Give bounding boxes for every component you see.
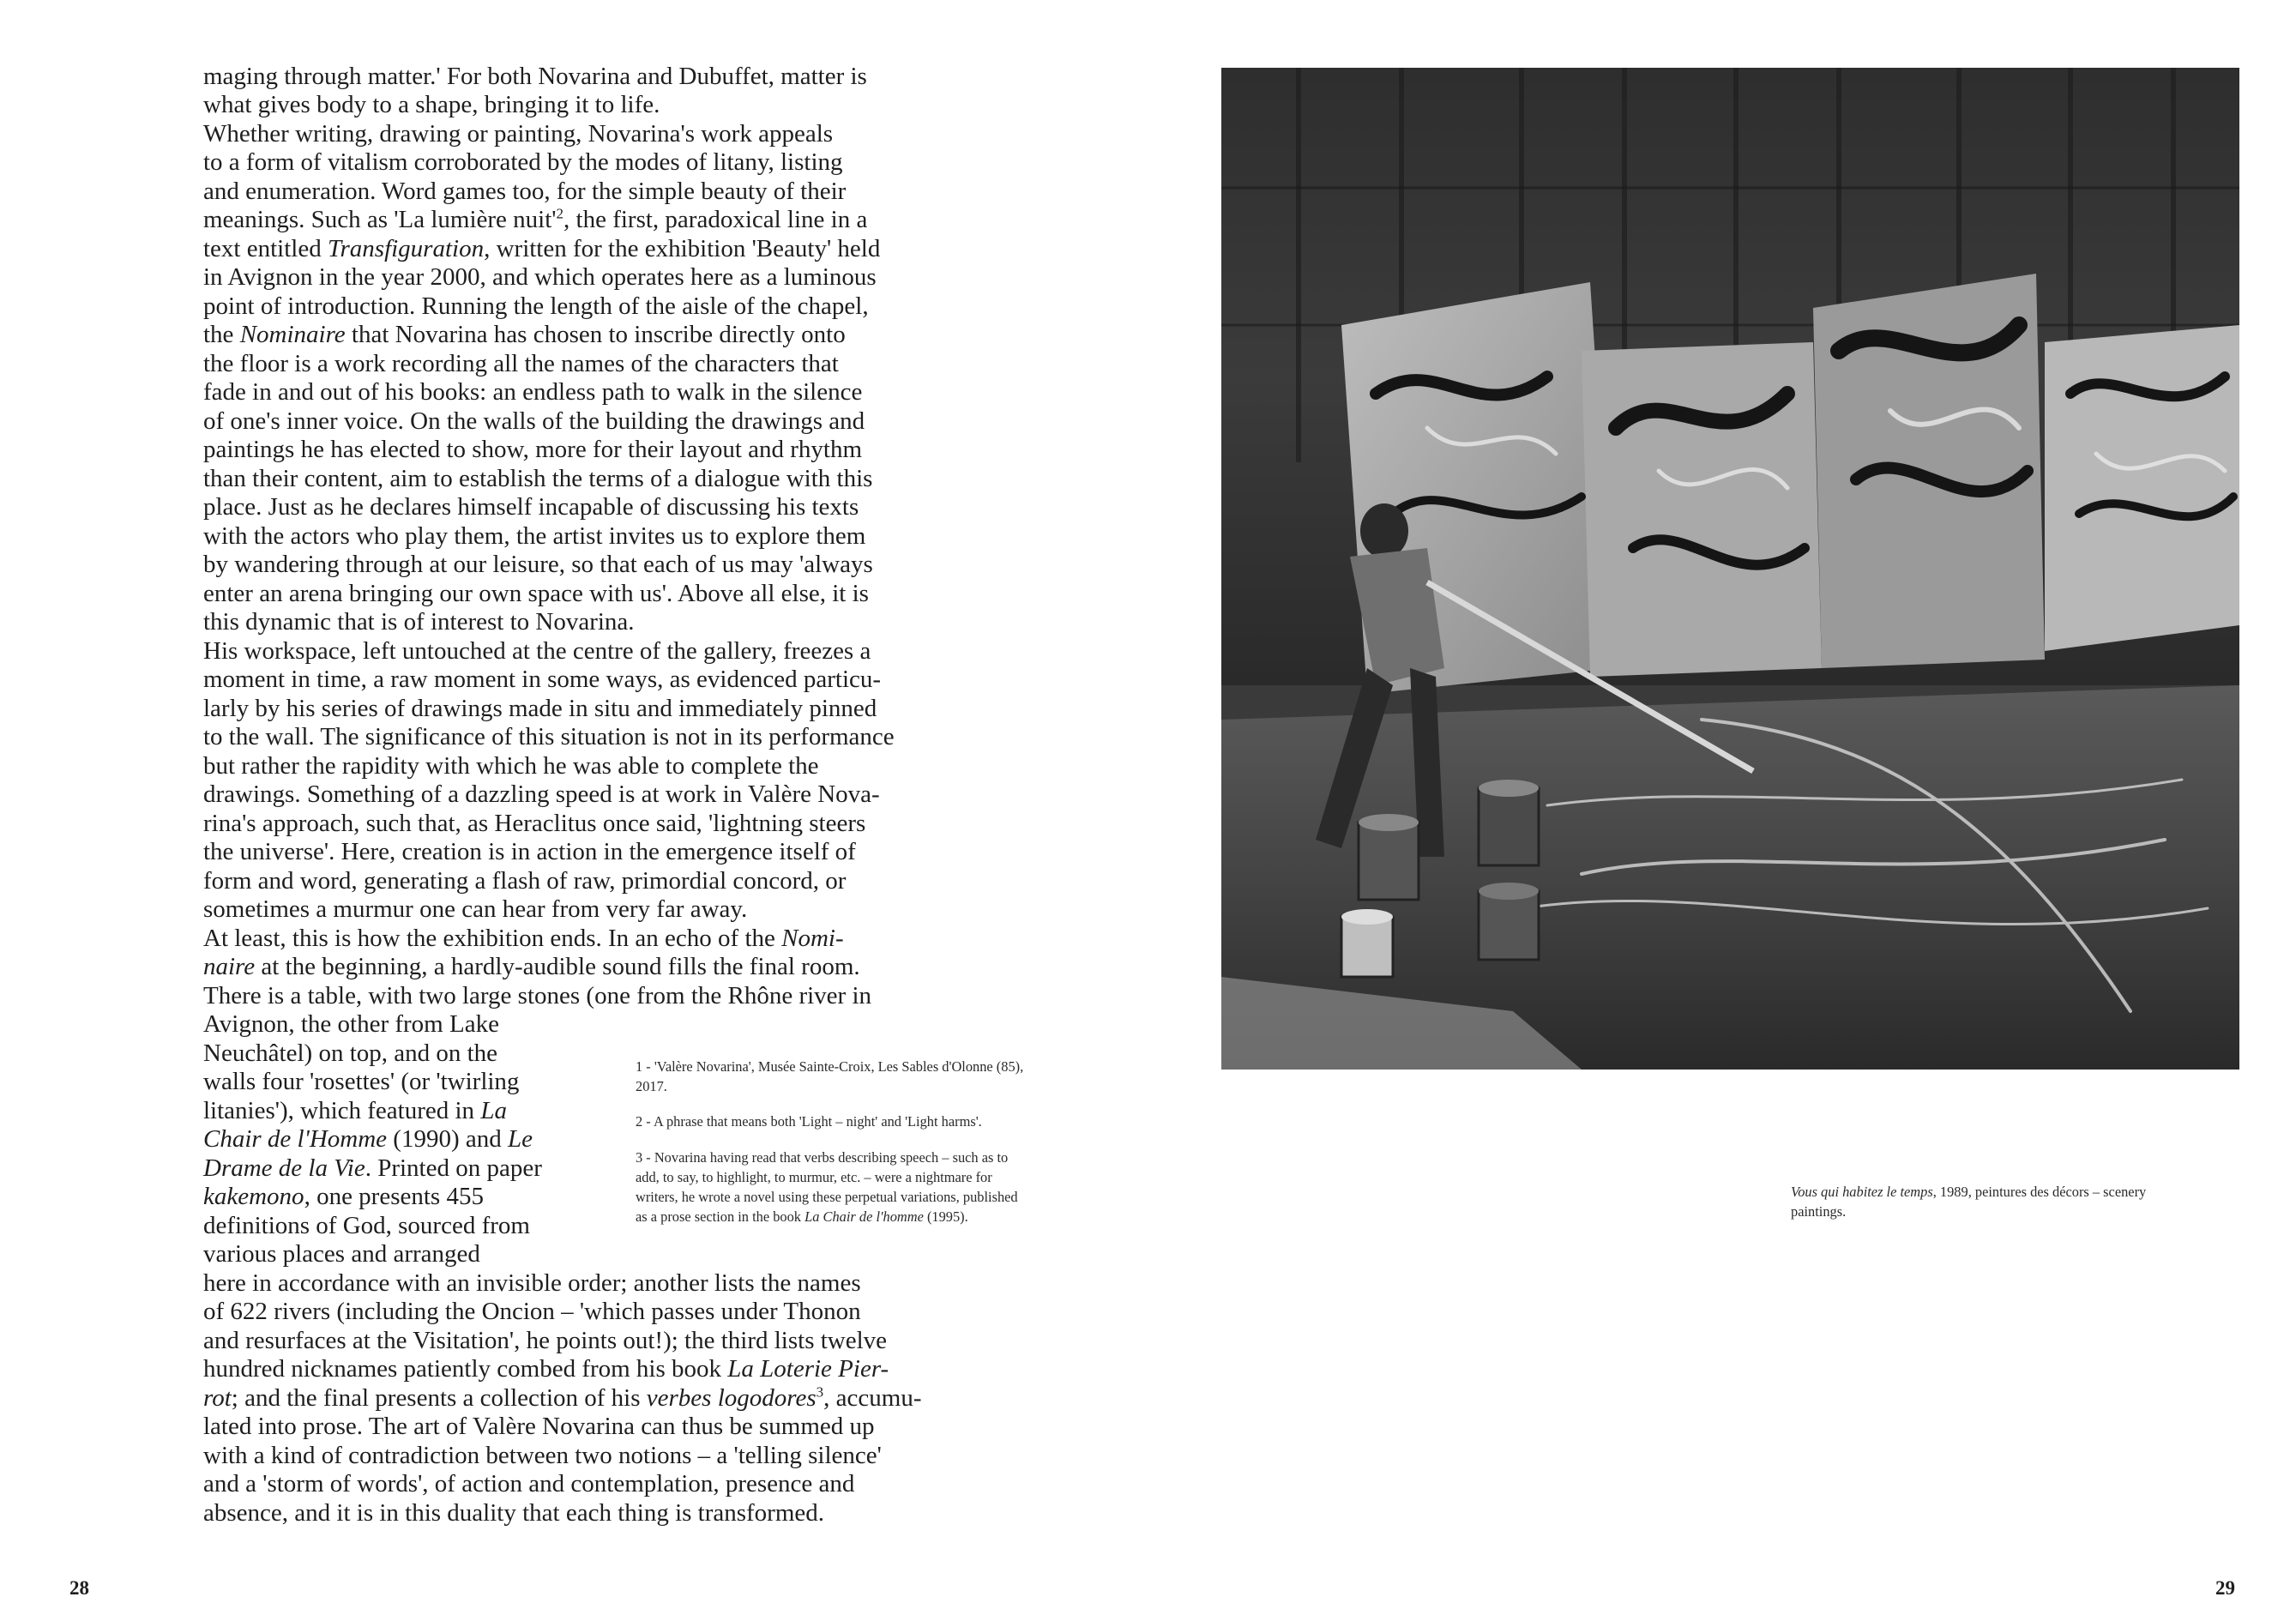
- body-line: point of introduction. Running the length of the aisle of the chapel,: [203, 292, 869, 320]
- body-line: rot; and the final presents a collection of his verbes logodores$^3$, accumu-: [203, 1383, 922, 1412]
- body-line: to the wall. The significance of this situation is not in its performance: [203, 723, 895, 750]
- body-line: the floor is a work recording all the names of the characters that: [203, 350, 839, 377]
- body-line: enter an arena bringing our own space with us'. Above all else, it is: [203, 580, 869, 607]
- studio-photograph: [1221, 68, 2239, 1070]
- photo-artwork: [1221, 68, 2239, 1070]
- body-line: place. Just as he declares himself incapable of discussing his texts: [203, 493, 859, 521]
- body-line: maging through matter.' For both Novarina and Dubuffet, matter is: [203, 63, 867, 90]
- body-line: by wandering through at our leisure, so that each of us may 'always: [203, 551, 873, 578]
- body-line: with a kind of contradiction between two notions – a 'telling silence': [203, 1442, 882, 1469]
- body-line: hundred nicknames patiently combed from his book La Loterie Pier-: [203, 1355, 889, 1383]
- footnote-line: as a prose section in the book La Chair de l'homme (1995).: [636, 1208, 968, 1225]
- body-line: Whether writing, drawing or painting, Novarina's work appeals: [203, 120, 834, 148]
- body-line: and a 'storm of words', of action and contemplation, presence and: [203, 1470, 855, 1497]
- page-number-left: 28: [69, 1577, 89, 1599]
- body-line: and enumeration. Word games too, for the simple beauty of their: [203, 178, 847, 205]
- body-line: lated into prose. The art of Valère Novarina can thus be summed up: [203, 1413, 875, 1440]
- body-line: this dynamic that is of interest to Novarina.: [203, 608, 635, 636]
- body-line: to a form of vitalism corroborated by the modes of litany, listing: [203, 148, 843, 176]
- body-line: litanies'), which featured in La: [203, 1097, 507, 1124]
- body-line: Avignon, the other from Lake: [203, 1010, 499, 1038]
- body-line: drawings. Something of a dazzling speed is at work in Valère Nova-: [203, 780, 880, 808]
- body-line: Neuchâtel) on top, and on the: [203, 1039, 498, 1067]
- body-line: Chair de l'Homme (1990) and Le: [203, 1125, 533, 1153]
- body-line: than their content, aim to establish the terms of a dialogue with this: [203, 465, 873, 492]
- body-line: with the actors who play them, the artist invites us to explore them: [203, 522, 866, 550]
- page-number-right: 29: [2215, 1577, 2235, 1599]
- body-line: fade in and out of his books: an endless path to walk in the silence: [203, 378, 863, 406]
- body-line: Drame de la Vie. Printed on paper: [203, 1154, 542, 1182]
- body-line: form and word, generating a flash of raw, primordial concord, or: [203, 867, 847, 895]
- body-line: There is a table, with two large stones (one from the Rhône river in: [203, 982, 872, 1009]
- body-line: sometimes a murmur one can hear from very far away.: [203, 895, 748, 923]
- footnote-line: writers, he wrote a novel using these perpetual variations, published: [636, 1189, 1018, 1205]
- footnote-line: 2017.: [636, 1078, 667, 1094]
- body-line: of 622 rivers (including the Oncion – 'which passes under Thonon: [203, 1298, 861, 1325]
- body-line: absence, and it is in this duality that each thing is transformed.: [203, 1499, 825, 1527]
- footnote-line: 1 - 'Valère Novarina', Musée Sainte-Croix, Les Sables d'Olonne (85),: [636, 1058, 1024, 1075]
- body-line: moment in time, a raw moment in some ways, as evidenced particu-: [203, 666, 882, 693]
- body-line: At least, this is how the exhibition ends. In an echo of the Nomi-: [203, 925, 844, 952]
- body-line: of one's inner voice. On the walls of the building the drawings and: [203, 407, 865, 435]
- caption-line: paintings.: [1791, 1203, 1847, 1220]
- footnote-line: 2 - A phrase that means both 'Light – night' and 'Light harms'.: [636, 1113, 982, 1130]
- footnote-line: 3 - Novarina having read that verbs describing speech – such as to: [636, 1149, 1009, 1166]
- body-line: His workspace, left untouched at the centre of the gallery, freezes a: [203, 637, 871, 665]
- body-line: here in accordance with an invisible order; another lists the names: [203, 1269, 861, 1297]
- body-line: the universe'. Here, creation is in action in the emergence itself of: [203, 838, 856, 865]
- body-line: and resurfaces at the Visitation', he points out!); the third lists twelve: [203, 1327, 888, 1354]
- body-line: walls four 'rosettes' (or 'twirling: [203, 1068, 520, 1095]
- body-line: larly by his series of drawings made in situ and immediately pinned: [203, 695, 877, 722]
- body-line: various places and arranged: [203, 1240, 480, 1268]
- caption-line: Vous qui habitez le temps, 1989, peintures des décors – scenery: [1791, 1184, 2147, 1200]
- body-line: text entitled Transfiguration, written for the exhibition 'Beauty' held: [203, 235, 881, 262]
- body-line: definitions of God, sourced from: [203, 1212, 530, 1239]
- body-line: in Avignon in the year 2000, and which operates here as a luminous: [203, 263, 877, 291]
- footnote-line: add, to say, to highlight, to murmur, etc. – were a nightmare for: [636, 1169, 992, 1185]
- body-line: meanings. Such as 'La lumière $nuit'^2$, the first, paradoxical line in a: [203, 205, 868, 233]
- body-line: rina's approach, such that, as Heraclitus once said, 'lightning steers: [203, 810, 866, 837]
- body-line: kakemono, one presents 455: [203, 1183, 484, 1210]
- body-line: naire at the beginning, a hardly-audible sound fills the final room.: [203, 953, 860, 980]
- body-line: the Nominaire that Novarina has chosen to inscribe directly onto: [203, 321, 846, 348]
- body-line: what gives body to a shape, bringing it to life.: [203, 91, 660, 118]
- body-line: paintings he has elected to show, more for their layout and rhythm: [203, 436, 863, 463]
- body-line: but rather the rapidity with which he was able to complete the: [203, 752, 819, 780]
